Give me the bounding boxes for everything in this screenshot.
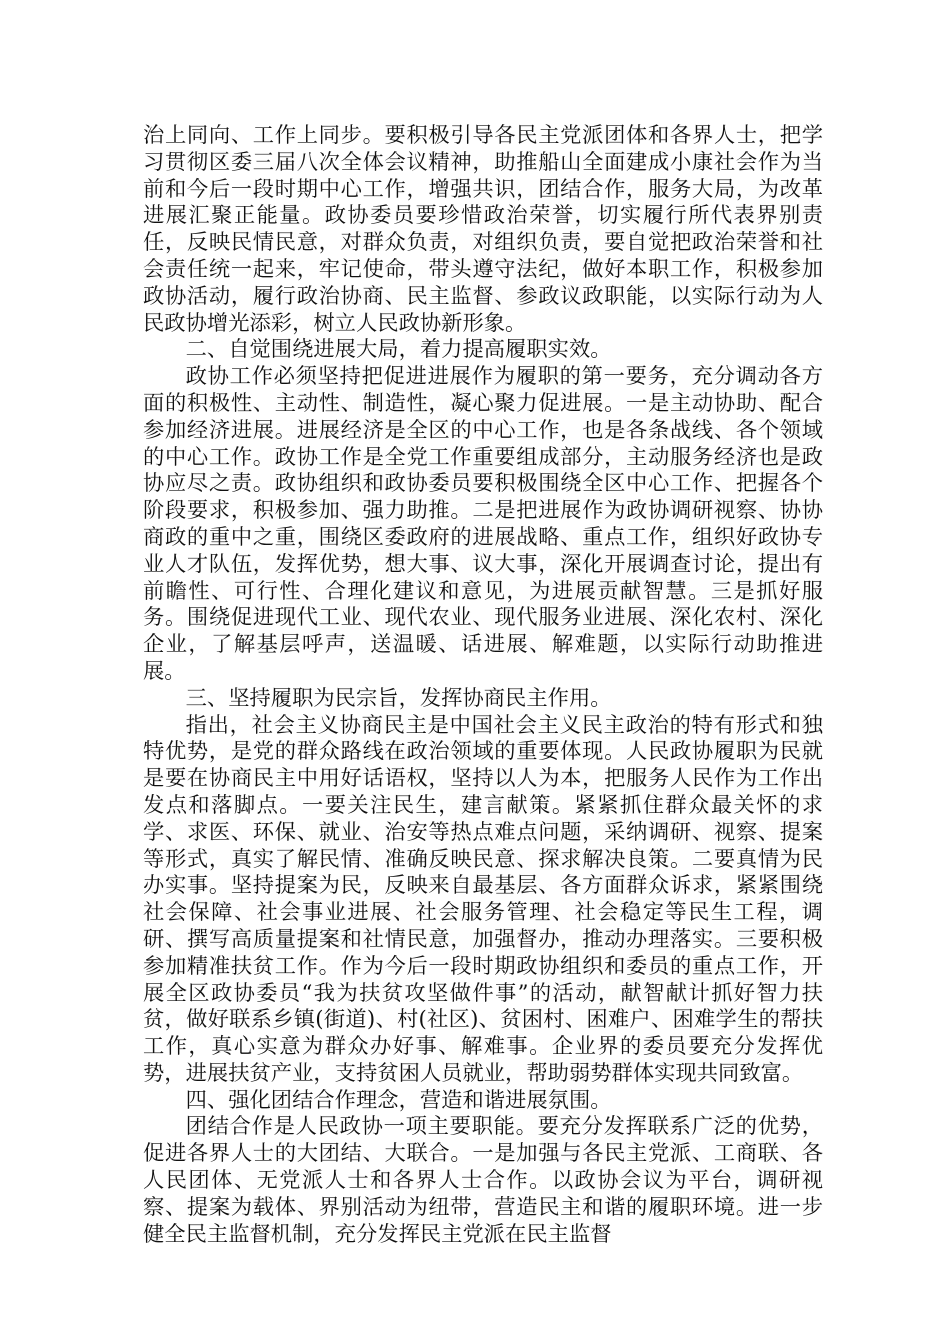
section-heading-2: 二、自觉围绕进展大局，着力提高履职实效。 [185,337,612,363]
paragraph-section-3: 指出，社会主义协商民主是中国社会主义民主政治的特有形式和独特优势，是党的群众路线在政治领域的重要体现。人民政协履职为民就是要在协商民主中用好话语权，坚持以人为本，把服务人民作为工作出发点和落脚点。一要关注民生，建言献策。紧紧抓住群众最关怀的求学、求医、环保、就业、治安等热点难点问题，采纳调研、视察、提案等形式，真实了解民情、准确反映民意、探求解决良策。二要真情为民办实事。坚持提案为民，反映来自最基层、各方面群众诉求，紧紧围绕社会保障、社会事业进展、社会服务管理、社会稳定等民生工程，调研、撰写高质量提案和社情民意，加强督办，推动办理落实。三要积极参加精准扶贫工作。作为今后一段时期政协组织和委员的重点工作，开展全区政协委员“我为扶贫攻坚做件事”的活动，献智献计抓好智力扶贫，做好联系乡镇(街道)、村(社区)、贫困村、困难户、困难学生的帮扶工作，真心实意为群众办好事、解难事。企业界的委员要充分发挥优势，进展扶贫产业，支持贫困人员就业，帮助弱势群体实现共同致富。 [143,712,823,1086]
section-heading-3: 三、坚持履职为民宗旨，发挥协商民主作用。 [185,685,612,711]
paragraph-section-4: 团结合作是人民政协一项主要职能。要充分发挥联系广泛的优势，促进各界人士的大团结、大联合。一是加强与各民主党派、工商联、各人民团体、无党派人士和各界人士合作。以政协会议为平台，调研视察、提案为载体、界别活动为纽带，营造民主和谐的履职环境。进一步健全民主监督机制，充分发挥民主党派在民主监督 [143,1114,823,1247]
document-body [143,123,823,1248]
section-heading-4: 四、强化团结合作理念，营造和谐进展氛围。 [185,1087,612,1113]
paragraph-section-2: 政协工作必须坚持把促进进展作为履职的第一要务，充分调动各方面的积极性、主动性、制造性，凝心聚力促进展。一是主动协助、配合参加经济进展。进展经济是全区的中心工作，也是各条战线、各个领域的中心工作。政协工作是全党工作重要组成部分，主动服务经济也是政协应尽之责。政协组织和政协委员要积极围绕全区中心工作、把握各个阶段要求，积极参加、强力助推。二是把进展作为政协调研视察、协协商政的重中之重，围绕区委政府的进展战略、重点工作，组织好政协专业人才队伍，发挥优势，想大事、议大事，深化开展调查讨论，提出有前瞻性、可行性、合理化建议和意见，为进展贡献智慧。三是抓好服务。围绕促进现代工业、现代农业、现代服务业进展、深化农村、深化企业，了解基层呼声，送温暖、话进展、解难题，以实际行动助推进展。 [143,364,823,684]
paragraph-continuation: 治上同向、工作上同步。要积极引导各民主党派团体和各界人士，把学习贯彻区委三届八次全体会议精神，助推船山全面建成小康社会作为当前和今后一段时期中心工作，增强共识，团结合作，服务大局，为改革进展汇聚正能量。政协委员要珍惜政治荣誉，切实履行所代表界别责任，反映民情民意，对群众负责，对组织负责，要自觉把政治荣誉和社会责任统一起来，牢记使命，带头遵守法纪，做好本职工作，积极参加政协活动，履行政治协商、民主监督、参政议政职能，以实际行动为人民政协增光添彩，树立人民政协新形象。 [143,123,823,336]
